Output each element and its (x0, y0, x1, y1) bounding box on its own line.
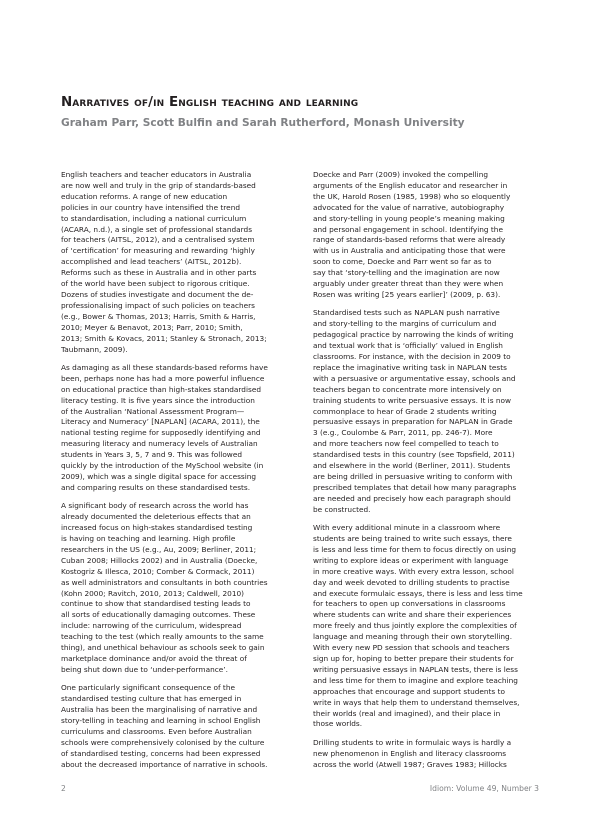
text-line: Kostogriz & Illesca, 2010; Comber & Cormack, 2011) (61, 566, 255, 576)
text-line: being shut down due to ‘under-performance’. (61, 664, 228, 674)
text-line: those worlds. (313, 719, 363, 729)
text-line: and less time for them to imagine and explore teaching (313, 675, 518, 685)
text-line: commonplace to hear of Grade 2 students writing (313, 406, 497, 416)
text-line: say that ‘story-telling and the imagination are now (313, 268, 500, 278)
text-line: Reforms such as these in Australia and in other parts (61, 268, 257, 278)
text-line: professionalising impact of such policies on teachers (61, 300, 256, 310)
text-line: to standardisation, including a national curriculum (61, 213, 247, 223)
body-paragraph (313, 308, 558, 515)
text-line: arguments of the English educator and researcher in (313, 180, 508, 190)
text-line: for teachers (AITSL, 2012), and a centralised system (61, 235, 255, 245)
text-line: (ACARA, n.d.), a single set of professional standards (61, 224, 253, 234)
text-line: be constructed. (313, 504, 371, 514)
text-line: are now well and truly in the grip of standards-based (61, 180, 256, 190)
text-line: With every additional minute in a classroom where (313, 523, 501, 533)
text-line: accomplished and lead teachers’ (AITSL, 2012b). (61, 257, 242, 267)
text-line: soon to come, Doecke and Parr went so far as to (313, 257, 492, 267)
text-line: 2009), which was a single digital space for accessing (61, 471, 257, 481)
text-line: (e.g., Bower & Thomas, 2013; Harris, Smith & Harris, (61, 311, 256, 321)
body-paragraph (61, 363, 306, 494)
text-line: with a persuasive or argumentative essay, schools and (313, 373, 516, 383)
text-line: schools were comprehensively colonised by the culture (61, 737, 265, 747)
page-number: 2 (61, 784, 66, 793)
text-line: Drilling students to write in formulaic ways is hardly a (313, 737, 512, 747)
text-line: of the world have been subject to rigorous critique. (61, 279, 250, 289)
text-line: training students to write persuasive essays. It is now (313, 395, 512, 405)
text-line: for teachers to open up conversations in classrooms (313, 599, 506, 609)
left-column (61, 170, 306, 778)
body-paragraph (61, 170, 306, 355)
text-line: language and meaning through their own storytelling. (313, 632, 513, 642)
text-line: 3 (e.g., Coulombe & Parr, 2011, pp. 246-7). More (313, 428, 493, 438)
text-line: Australia has been the marginalising of narrative and (61, 705, 258, 715)
text-line: of ‘certification’ for measuring and rewarding ‘highly (61, 246, 255, 256)
text-line: are needed and precisely how each paragraph should (313, 493, 511, 503)
text-line: 2013; Smith & Kovacs, 2011; Stanley & Stronach, 2013; (61, 333, 267, 343)
article-title: Narratives of/in English teaching and learning (61, 95, 359, 110)
text-line: marketplace dominance and/or avoid the threat of (61, 653, 247, 663)
text-line: standardised testing culture that has emerged in (61, 694, 242, 704)
text-line: and more teachers now feel compelled to teach to (313, 439, 499, 449)
text-line: are being drilled in persuasive writing to conform with (313, 471, 513, 481)
text-line: is less and less time for them to focus directly on using (313, 544, 517, 554)
text-line: Taubmann, 2009). (61, 344, 128, 354)
text-line: increased focus on high-stakes standardised testing (61, 523, 253, 533)
text-line: 2010; Meyer & Benavot, 2013; Parr, 2010; Smith, (61, 322, 243, 332)
right-column (313, 170, 558, 778)
text-line: teaching to the test (which really amounts to the same (61, 632, 264, 642)
text-line: and story-telling to the margins of curriculum and (313, 319, 497, 329)
text-line: more freely and thus jointly explore the complexities of (313, 621, 517, 631)
text-line: as well administrators and consultants in both countries (61, 577, 268, 587)
text-line: range of standards-based reforms that were already (313, 235, 506, 245)
journal-footer: Idiom: Volume 49, Number 3 (429, 784, 539, 793)
text-line: and story-telling in young people’s meaning making (313, 213, 505, 223)
text-line: Dozens of studies investigate and document the de- (61, 289, 254, 299)
text-line: advocated for the value of narrative, autobiography (313, 202, 505, 212)
text-line: of the Australian ‘National Assessment Program— (61, 406, 245, 416)
text-line: education reforms. A range of new education (61, 191, 228, 201)
text-line: thing), and unethical behaviour as schools seek to gain (61, 643, 265, 653)
text-line: and elsewhere in the world (Berliner, 2011). Students (313, 461, 511, 471)
text-line: With every new PD session that schools and teachers (313, 643, 510, 653)
text-line: approaches that encourage and support students to (313, 686, 505, 696)
text-line: in more creative ways. With every extra lesson, school (313, 566, 514, 576)
text-line: and execute formulaic essays, there is less and less time (313, 588, 523, 598)
text-line: already documented the deleterious effects that an (61, 512, 251, 522)
text-line: prescribed templates that detail how many paragraphs (313, 482, 517, 492)
text-line: continue to show that standardised testing leads to (61, 599, 251, 609)
text-line: on educational practice than high-stakes standardised (61, 384, 262, 394)
text-line: been, perhaps none has had a more powerful influence (61, 373, 265, 383)
text-line: Rosen was writing [25 years earlier]’ (2009, p. 63). (313, 289, 501, 299)
text-line: literacy testing. It is five years since the introduction (61, 395, 255, 405)
text-line: write in ways that help them to understand themselves, (313, 697, 520, 707)
text-line: Literacy and Numeracy’ [NAPLAN] (ACARA, 2011), the (61, 417, 260, 427)
text-line: English teachers and teacher educators in Australia (61, 170, 252, 179)
text-line: One particularly significant consequence of the (61, 683, 235, 693)
text-line: where students can write and share their experiences (313, 610, 512, 620)
text-line: As damaging as all these standards-based reforms have (61, 362, 268, 372)
text-line: story-telling in teaching and learning in school English (61, 716, 261, 725)
text-line: Standardised tests such as NAPLAN push narrative (313, 308, 500, 318)
body-paragraph (313, 170, 558, 301)
body-paragraph (313, 523, 558, 730)
text-line: arguably under greater threat than they were when (313, 279, 504, 289)
text-line: with us in Australia and anticipating those that were (313, 246, 506, 256)
text-line: their worlds (real and imagined), and their place in (313, 708, 501, 718)
text-line: the UK, Harold Rosen (1985, 1998) who so eloquently (313, 191, 511, 201)
text-line: classrooms. For instance, with the decision in 2009 to (313, 352, 511, 361)
text-line: new phenomenon in English and literacy classrooms (313, 748, 507, 758)
text-line: curriculums and classrooms. Even before Australian (61, 726, 252, 736)
text-line: students are being trained to write such essays, there (313, 534, 512, 543)
text-line: policies in our country have intensified the trend (61, 202, 241, 212)
text-line: quickly by the introduction of the MySchool website (in (61, 461, 264, 471)
text-line: persuasive essays in preparation for NAPLAN in Grade (313, 417, 513, 427)
text-line: teachers began to concentrate more intensively on (313, 384, 502, 394)
text-line: day and week devoted to drilling students to practise (313, 577, 510, 587)
text-line: students in Years 3, 5, 7 and 9. This was followed (61, 450, 242, 460)
text-line: national testing regime for supposedly identifying and (61, 428, 261, 438)
text-line: sign up for, hoping to better prepare their students for (313, 653, 514, 663)
article-authors: Graham Parr, Scott Bulfin and Sarah Rutherford, Monash University (61, 117, 465, 129)
body-paragraph (61, 683, 306, 770)
text-line: include: narrowing of the curriculum, widespread (61, 621, 242, 631)
text-line: of standardised testing, concerns had been expressed (61, 748, 261, 758)
body-paragraph (313, 738, 558, 771)
text-line: all sorts of educationally damaging outcomes. These (61, 610, 256, 620)
text-line: writing to explore ideas or experiment with language (313, 555, 509, 565)
body-paragraph (61, 501, 306, 676)
text-line: and textual work that is ‘officially’ valued in English (313, 341, 503, 351)
text-line: writing persuasive essays in NAPLAN tests, there is less (313, 664, 518, 674)
text-line: and comparing results on these standardised tests. (61, 482, 251, 492)
text-line: Cuban 2008; Hillocks 2002) and in Australia (Doecke, (61, 555, 258, 565)
text-line: Doecke and Parr (2009) invoked the compelling (313, 170, 489, 179)
text-line: across the world (Atwell 1987; Graves 1983; Hillocks (313, 759, 507, 769)
text-line: pedagogical practice by narrowing the kinds of writing (313, 330, 514, 340)
text-line: researchers in the US (e.g., Au, 2009; Berliner, 2011; (61, 544, 257, 554)
text-line: and personal engagement in school. Identifying the (313, 224, 503, 234)
text-line: about the decreased importance of narrative in schools. (61, 759, 268, 769)
text-line: is having on teaching and learning. High profile (61, 534, 236, 543)
text-line: A significant body of research across the world has (61, 501, 249, 511)
text-line: replace the imaginative writing task in NAPLAN tests (313, 362, 507, 372)
text-line: standardised tests in this country (see Topsfield, 2011) (313, 450, 515, 460)
text-line: (Kohn 2000; Ravitch, 2010, 2013; Caldwell, 2010) (61, 588, 245, 598)
text-line: measuring literacy and numeracy levels of Australian (61, 439, 258, 449)
